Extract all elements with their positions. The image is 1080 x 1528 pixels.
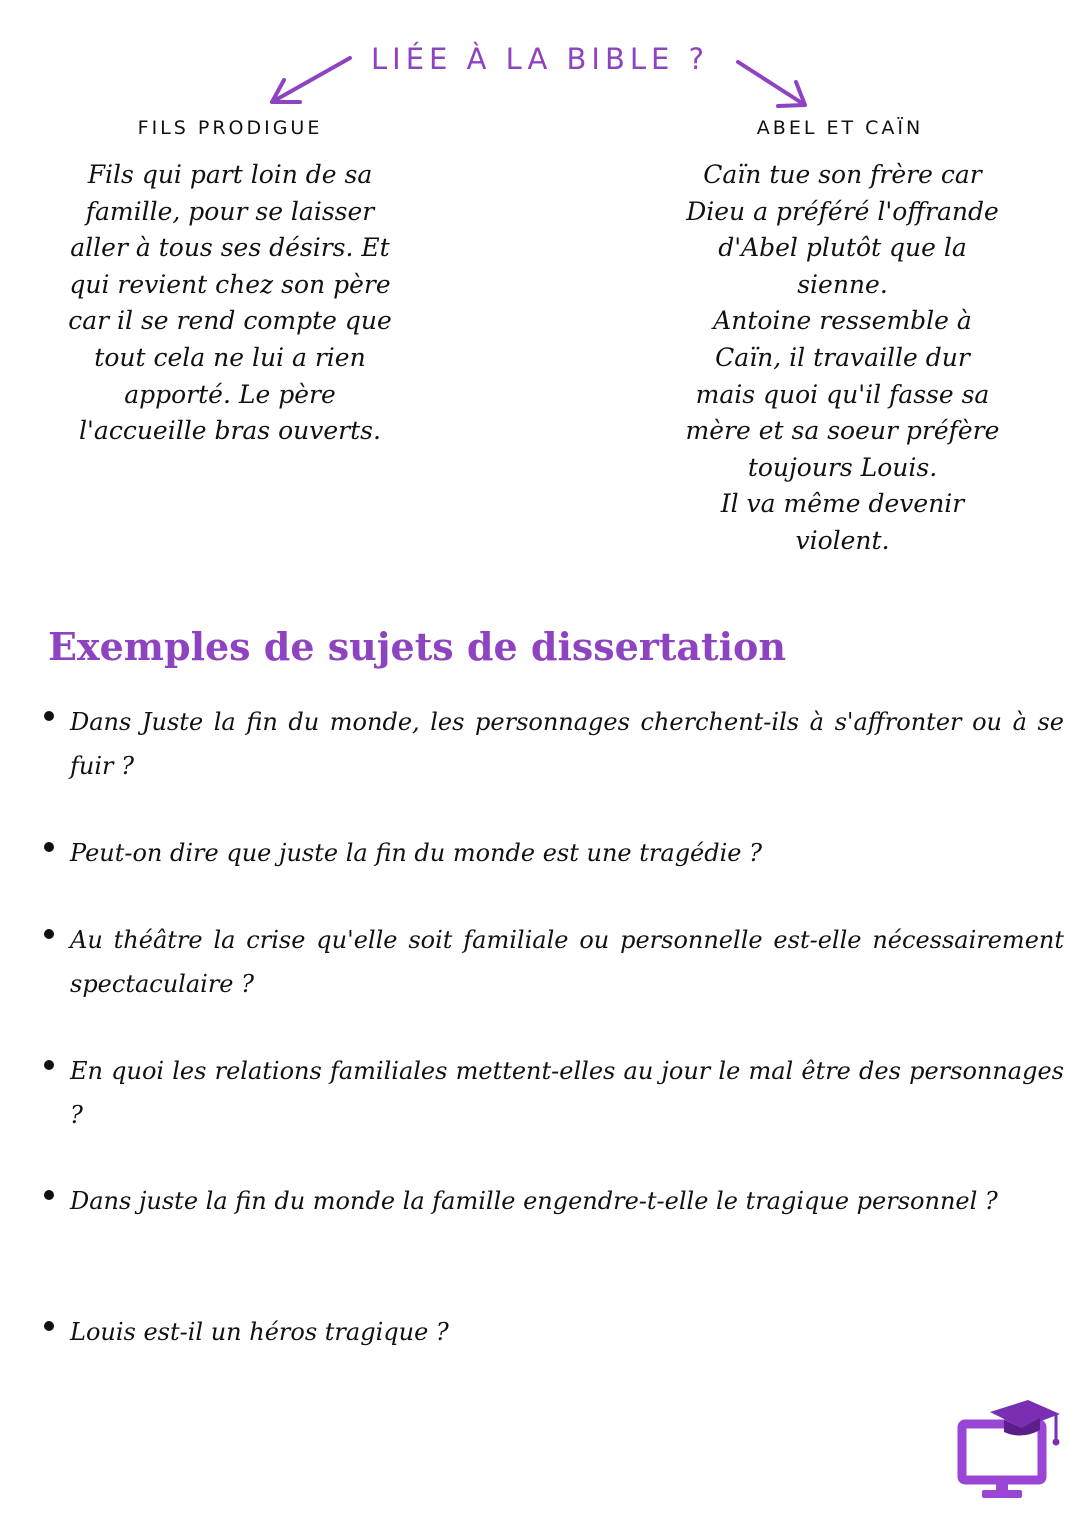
text-line: Antoine ressemble à — [713, 306, 972, 336]
bullet-icon — [44, 1190, 54, 1200]
text-line: apporté. Le père — [124, 379, 336, 409]
topic-text: Au théâtre la crise qu'elle soit familiale ou personnelle est-elle nécessairement spectaculaire ? — [70, 926, 1064, 998]
text-line: tout cela ne lui a rien — [94, 342, 366, 372]
bullet-icon — [44, 929, 54, 939]
heading-fils-prodigue: FILS PRODIGUE — [137, 117, 323, 139]
text-line: Caïn, il travaille dur — [715, 342, 970, 372]
text-line: d'Abel plutôt que la — [718, 233, 967, 263]
text-line: mère et sa soeur préfère — [685, 416, 1000, 446]
list-item — [44, 1049, 1064, 1137]
bullet-icon — [44, 1060, 54, 1070]
bullet-icon — [44, 1321, 54, 1331]
text-line: aller à tous ses désirs. Et — [70, 233, 390, 263]
fils-prodigue-text — [40, 157, 420, 450]
text-line: qui revient chez son père — [69, 269, 391, 299]
text-line: Dieu a préféré l'offrande — [686, 196, 999, 226]
text-line: Caïn tue son frère car — [703, 160, 982, 189]
topic-text: Louis est-il un héros tragique ? — [70, 1318, 449, 1346]
text-line: famille, pour se laisser — [85, 196, 375, 226]
text-line: mais quoi qu'il fasse sa — [695, 379, 990, 409]
bullet-icon — [44, 711, 54, 721]
topic-text: Dans juste la fin du monde la famille engendre-t-elle le tragique personnel ? — [70, 1187, 998, 1215]
text-line: sienne. — [797, 269, 888, 299]
list-item — [44, 831, 1064, 875]
list-item — [44, 1310, 1064, 1354]
monitor-graduation-cap-icon — [952, 1398, 1064, 1502]
heading-abel-et-cain: ABEL ET CAÏN — [756, 117, 924, 139]
text-line: l'accueille bras ouverts. — [79, 416, 381, 446]
section-title: Exemples de sujets de dissertation — [48, 624, 787, 669]
topic-text: Dans Juste la fin du monde, les personnages cherchent-ils à s'affronter ou à se fuir ? — [70, 708, 1064, 780]
abel-et-cain-text — [660, 157, 1025, 560]
list-item — [44, 1179, 1064, 1223]
text-line: Il va même devenir — [720, 489, 965, 519]
text-line: toujours Louis. — [747, 452, 938, 482]
text-line: Fils qui part loin de sa — [87, 160, 373, 189]
topic-text: Peut-on dire que juste la fin du monde est une tragédie ? — [70, 839, 762, 867]
page-title: LIÉE À LA BIBLE ? — [371, 42, 709, 76]
list-item — [44, 918, 1064, 1006]
text-line: car il se rend compte que — [68, 306, 392, 336]
topic-text: En quoi les relations familiales mettent-elles au jour le mal être des personnages ? — [70, 1057, 1064, 1129]
text-line: violent. — [795, 525, 890, 555]
list-item — [44, 700, 1064, 788]
bullet-icon — [44, 842, 54, 852]
